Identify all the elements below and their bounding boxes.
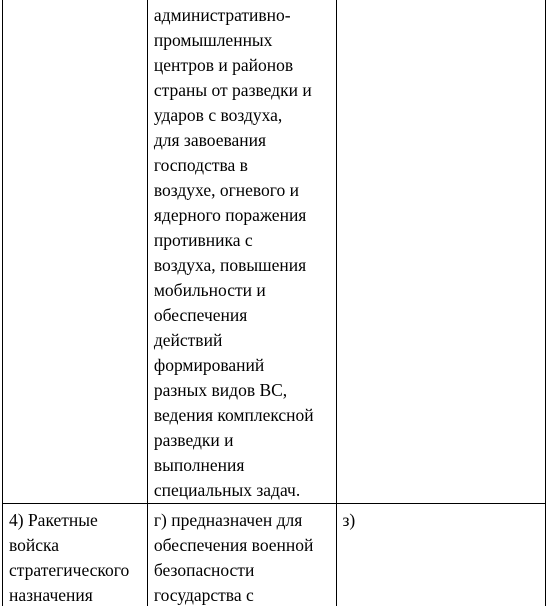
- table-cell-row1-col1: [3, 0, 148, 504]
- cell-text-line: промышленных: [153, 30, 273, 50]
- cell-text-line: з): [342, 510, 356, 530]
- comparison-table: [2, 0, 546, 606]
- cell-text-line: выполнения: [153, 455, 245, 475]
- table-row: [3, 0, 546, 504]
- cell-text-line: обеспечения: [153, 305, 248, 325]
- cell-text-line: страны от разведки и: [153, 80, 312, 100]
- cell-text-line: обеспечения военной: [153, 535, 314, 555]
- cell-text-line: войска: [9, 535, 60, 555]
- cell-text-line: центров и районов: [153, 55, 294, 75]
- cell-text-line: специальных задач.: [153, 480, 301, 500]
- cell-text-line: разных видов ВС,: [153, 380, 288, 400]
- table-cell-row2-col2: [147, 504, 336, 606]
- cell-text-line: г) предназначен для: [153, 510, 303, 530]
- cell-text-line: мобильности и: [153, 280, 266, 300]
- cell-text-line: действий: [153, 330, 223, 350]
- cell-text-line: ударов с воздуха,: [153, 105, 283, 125]
- table-cell-row2-col3: [336, 504, 546, 606]
- cell-text-line: ядерного поражения: [153, 205, 307, 225]
- cell-text-line: стратегического: [9, 560, 130, 580]
- cell-text-line: господства в: [153, 155, 248, 175]
- table-cell-row1-col3: [336, 0, 546, 504]
- cell-text-line: формирований: [153, 355, 265, 375]
- table-cell-row2-col1: [3, 504, 148, 606]
- cell-text-line: разведки и: [153, 430, 234, 450]
- table-cell-row1-col2: [147, 0, 336, 504]
- cell-text-line: противника с: [153, 230, 253, 250]
- cell-text-line: административно-: [153, 5, 291, 25]
- cell-text-line: для завоевания: [153, 130, 267, 150]
- table-row: [3, 504, 546, 606]
- cell-text-line: назначения: [9, 585, 93, 605]
- cell-text-line: безопасности: [153, 560, 255, 580]
- cell-text-line: государства с: [153, 585, 254, 605]
- cell-text-line: воздуха, повышения: [153, 255, 307, 275]
- cell-text-line: воздухе, огневого и: [153, 180, 300, 200]
- cell-text-line: 4) Ракетные: [9, 510, 98, 530]
- cell-text-line: ведения комплексной: [153, 405, 314, 425]
